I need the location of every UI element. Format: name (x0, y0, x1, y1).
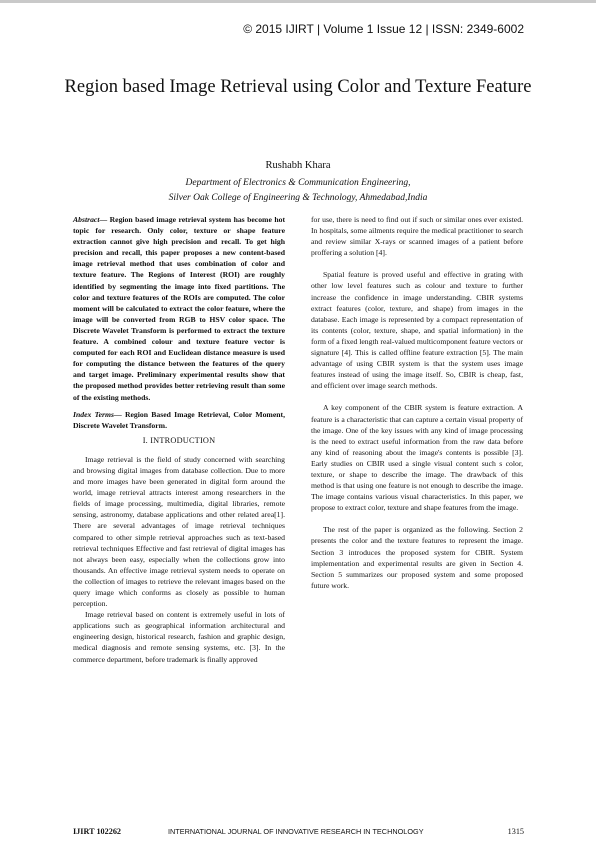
running-head: © 2015 IJIRT | Volume 1 Issue 12 | ISSN: 2349-6002 (243, 22, 524, 36)
body-paragraph: Image retrieval based on content is extremely useful in lots of applications such as geographical information architectural and engineering design, historical research, fashion and graphic design, medical diagnosis and remote sensing systems, etc. [3]. In the commerce department, before trademark is finally approved (73, 610, 285, 664)
right-column (311, 214, 523, 591)
author-affiliation-department: Department of Electronics & Communication Engineering, (185, 178, 411, 188)
body-paragraph: A key component of the CBIR system is feature extraction. A feature is a characteristic that can capture a certain visual property of the image. One of the key issues with any kind of image processing is the need to extract useful information from the raw data before any kind of reasoning about the image's contents is possible [3]. Early studies on CBIR used a single visual content such s color, texture, or shape to describe the image. The drawback of this method is that using one feature is not enough to describe the image. The image contains various visual characteristics. In this paper, we propose to extract color, texture and shape features from the image. (311, 403, 523, 513)
abstract-text: Region based image retrieval system has become hot topic for research. Only color, texture or shape feature extraction cannot give high precision and recall. To get high precision and recall, this paper proposes a new content-based image retrieval method that uses combination of color and texture feature. The Regions of Interest (ROI) are roughly identified by segmenting the image into fixed partitions. The color and texture features of the ROIs are computed. The color moment will be calculated to extract the color feature, where the image will be converted from RGB to HSV color space. The Discrete Wavelet Transform is performed to extract the texture feature. A combined colour and texture feature vector is computed for each ROI and Euclidean distance measure is used for computing the distance between the features of the query and target image. Preliminary experimental results show that the proposed method provides better retrieving result than some of the existing methods. (73, 215, 285, 402)
left-column (73, 214, 285, 665)
header-stripe (0, 0, 596, 3)
footer-paper-id: IJIRT 102262 (73, 827, 122, 836)
index-terms (73, 409, 285, 431)
body-paragraph: Spatial feature is proved useful and effective in grating with other low level features such as colour and texture to further increase the confidence in image understanding. CBIR systems extract features (color, texture, and shape) from images in the database. Each image is represented by a compact representation of its contents (color, texture, shape, and spatial information) in the form of a fixed length real-valued multicomponent feature vectors or signature [4]. This is called offline feature extraction [5]. The main advantage of using CBIR system is that the system uses image features instead of using the image itself. So, CBIR is cheap, fast, and efficient over image search methods. (311, 270, 523, 391)
body-paragraph: for use, there is need to find out if such or similar ones ever existed. In hospitals, some ailments require the medical practitioner to search and review similar X-rays or scanned images of a patient before proffering a solution [4]. (311, 215, 523, 258)
index-terms-text: — Region Based Image Retrieval, Color Moment, Discrete Wavelet Transform. (73, 409, 285, 430)
author-affiliation-institution: Silver Oak College of Engineering & Technology, Ahmedabad,India (168, 193, 428, 203)
footer-journal-name: INTERNATIONAL JOURNAL OF INNOVATIVE RESEARCH IN TECHNOLOGY (168, 827, 424, 836)
abstract-label: Abstract— (73, 215, 108, 224)
abstract (73, 214, 285, 403)
body-paragraph: The rest of the paper is organized as the following. Section 2 presents the color and the texture features to represent the image. Section 3 introduces the proposed system for CBIR. System implementation and experimental results are given in Section 4. Section 5 summarizes our proposed system and some proposed future work. (311, 525, 523, 590)
footer-page-number: 1315 (507, 827, 524, 836)
index-terms-label: Index Terms (73, 409, 114, 419)
header-band (0, 0, 596, 18)
author-name: Rushabh Khara (265, 160, 331, 171)
section-heading-introduction: I. INTRODUCTION (142, 435, 216, 445)
paper-title: Region based Image Retrieval using Color and Texture Feature (64, 77, 532, 97)
body-paragraph: Image retrieval is the field of study concerned with searching and browsing digital images from database collection. Due to more and more images have been generated in digital form around the world, image retrieval attracts interest among researchers in the fields of image processing, multimedia, digital libraries, remote sensing, astronomy, database applications and other related area[1]. There are several advantages of image retrieval techniques compared to other simple retrieval approaches such as text-based retrieval techniques Effective and fast retrieval of digital images has not always been easy, especially when the collections grow into thousands. An effective image retrieval system needs to operate on the collection of images to retrieve the relevant images based on the query image which conforms as closely as possible to human perception. (73, 454, 285, 609)
